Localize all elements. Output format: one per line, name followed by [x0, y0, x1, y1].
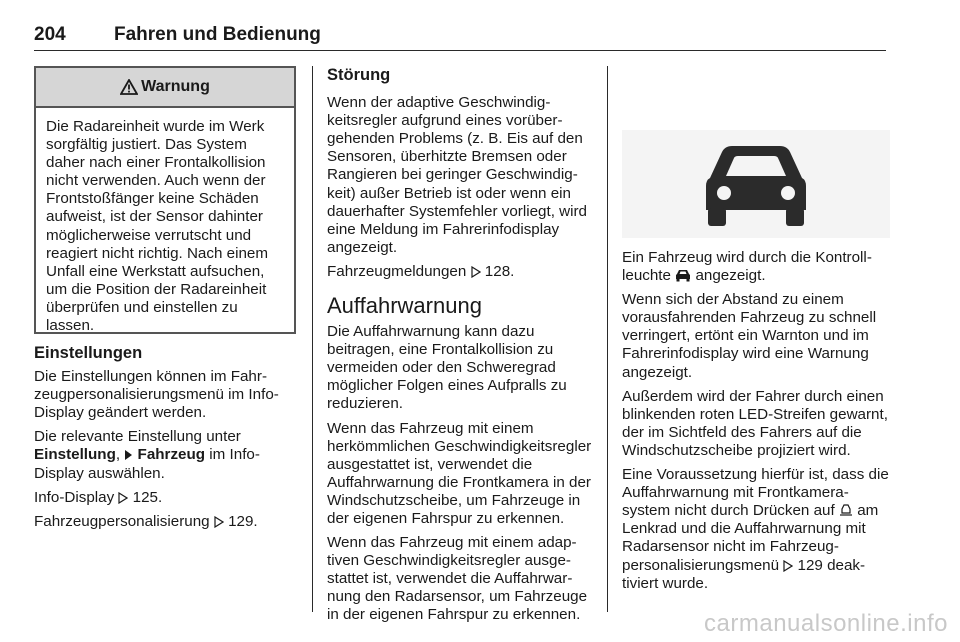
setting-label: Einstellung: [34, 446, 116, 464]
vehicle-ahead-icon: [675, 269, 691, 282]
heading-einstellungen: Einstellungen: [34, 344, 143, 362]
vehicle-ahead-icon: [622, 130, 890, 238]
paragraph: Wenn sich der Abstand zu einem vorausfahrenden Fahrzeug zu schnell verringert, ertönt ein Warnton und im Fahrerinfodisplay wird eine Warnung angezeigt.: [622, 291, 877, 381]
reference-arrow-icon: [783, 560, 793, 572]
warning-header: [36, 68, 294, 108]
vehicle-ahead-illustration: [622, 130, 890, 238]
section-einstellungen: [34, 344, 296, 537]
column-divider: [312, 66, 313, 612]
reference-arrow-icon: [214, 516, 224, 528]
page-reference[interactable]: Info-Display 125.: [34, 488, 163, 506]
watermark: carmanualsonline.info: [704, 610, 948, 637]
warning-title: Warnung: [141, 78, 210, 95]
page-reference[interactable]: Fahrzeugpersonalisierung 129.: [34, 512, 258, 530]
heading-auffahrwarnung: Auffahrwarnung: [327, 293, 482, 319]
play-arrow-icon: [124, 449, 133, 461]
paragraph: Außerdem wird der Fahrer durch einen blinkenden roten LED-Streifen gewarnt, der im Sichtfeld des Fahrers auf die Windschutzscheibe projiziert wird.: [622, 387, 888, 459]
paragraph: Die Auffahrwarnung kann dazu beitragen, eine Frontalkollision zu vermeiden oder den Schweregrad möglicher Folgen eines Aufpralls zu reduzieren.: [327, 323, 567, 413]
page-number: 204: [34, 24, 66, 45]
paragraph: Die Einstellungen können im Fahrzeugpersonalisierungsmenü im Info-Display geändert werden.: [34, 368, 279, 422]
warning-triangle-icon: [120, 79, 138, 95]
paragraph: Eine Voraussetzung hierfür ist, dass die Auffahrwarnung mit Frontkamerasystem nicht durch Drücken auf am Lenkrad und die Auffahrwarnung mit Radarsensor nicht im Fahrzeugpersonalisierungsmenü 129 deaktiviert wurde.: [622, 466, 889, 592]
paragraph: Die relevante Einstellung unter Einstellung, Fahrzeug im Info-Display auswählen.: [34, 428, 260, 482]
warning-box: [34, 66, 296, 334]
page-header: [34, 24, 886, 51]
warning-text: Die Radareinheit wurde im Werk sorgfältig justiert. Das System daher nach einer Frontalkollision nicht verwenden. Auch wenn der Frontstoßfänger keine Schäden aufweist, ist der Sensor dahinter möglicherweise verrutscht und reagiert nicht richtig. Nach einem Unfall eine Werkstatt aufsuchen, um die Position der Radareinheit überprüfen und einstellen zu lassen.: [46, 118, 269, 335]
reference-arrow-icon: [118, 492, 128, 504]
paragraph: Wenn das Fahrzeug mit einem herkömmlichen Geschwindigkeitsregler ausgestattet ist, verwendet die Auffahrwarnung die Frontkamera in der Windschutzscheibe, um Fahrzeuge in der eigenen Fahrspur zu erkennen.: [327, 419, 592, 527]
page-reference[interactable]: Fahrzeugmeldungen 128.: [327, 262, 515, 280]
chapter-title: Fahren und Bedienung: [114, 24, 321, 45]
collision-alert-button-icon: [839, 503, 853, 517]
paragraph: Ein Fahrzeug wird durch die Kontrollleuchte angezeigt.: [622, 249, 872, 285]
section-stoerung: [327, 66, 593, 631]
vehicle-label: Fahrzeug: [137, 446, 206, 464]
paragraph: Wenn das Fahrzeug mit einem adaptiven Geschwindigkeitsregler ausgestattet ist, verwendet die Auffahrwarnung den Radarsensor, um Fahrzeuge in der eigenen Fahrspur zu erkennen.: [327, 534, 588, 624]
reference-arrow-icon: [471, 266, 481, 278]
section-col3: [622, 249, 890, 599]
heading-stoerung: Störung: [327, 66, 391, 84]
paragraph: Wenn der adaptive Geschwindigkeitsregler aufgrund eines vorübergehenden Problems (z. B. Eis auf den Sensoren, überhitzte Bremsen oder Rangieren bei geringer Geschwindigkeit) außer Betrieb ist oder wenn ein dauerhafter Systemfehler vorliegt, wird eine Meldung im Fahrerinfodisplay angezeigt.: [327, 94, 587, 256]
column-divider: [607, 66, 608, 612]
